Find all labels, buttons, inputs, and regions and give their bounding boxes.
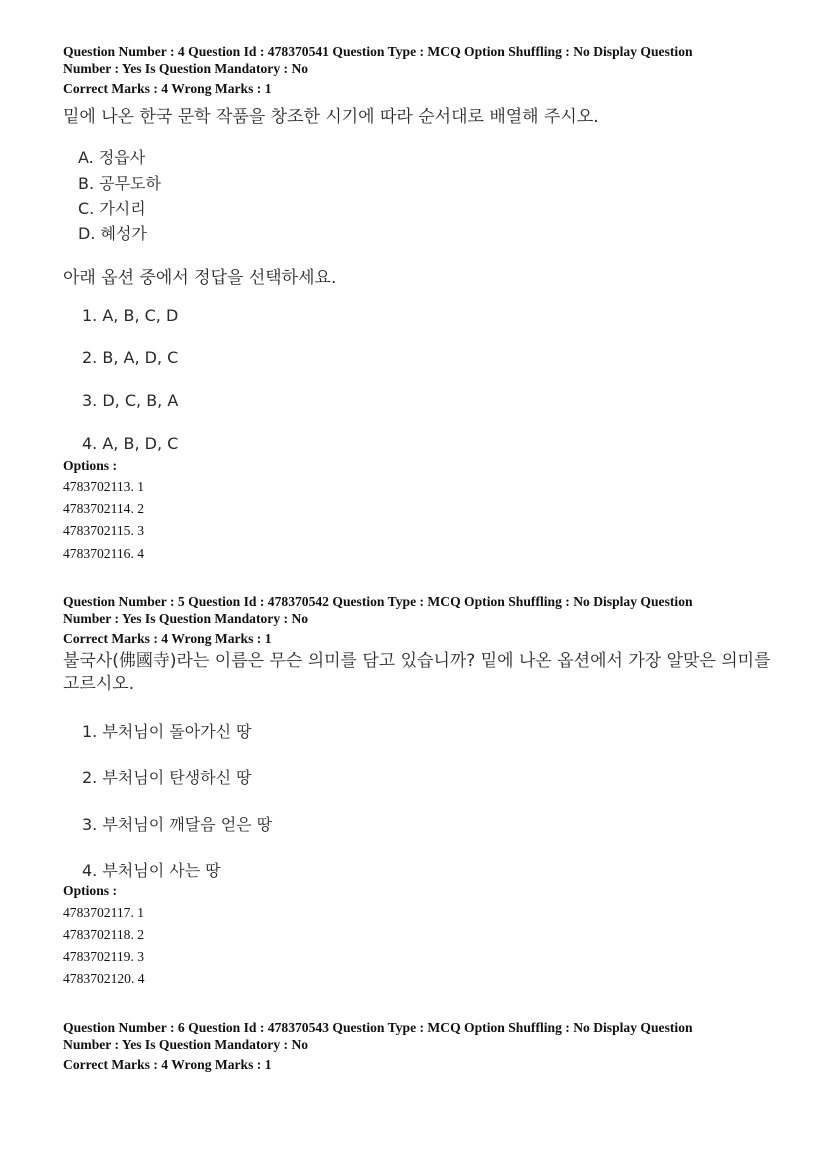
q4-item-b: B. 공무도하 — [78, 174, 161, 193]
q4-choice-2: 2. B, A, D, C — [82, 348, 179, 367]
q4-choice-4: 4. A, B, D, C — [82, 434, 179, 453]
q4-meta-line-3: Correct Marks : 4 Wrong Marks : 1 — [63, 81, 272, 96]
q4-meta-line-2: Number : Yes Is Question Mandatory : No — [63, 61, 309, 76]
q5-choice-1: 1. 부처님이 돌아가신 땅 — [82, 722, 252, 741]
q4-meta-line-1: Question Number : 4 Question Id : 478370541 Question Type : MCQ Option Shuffling : No Display Question — [63, 44, 693, 59]
q4-instruction: 아래 옵션 중에서 정답을 선택하세요. — [63, 268, 337, 288]
q5-choice-2: 2. 부처님이 탄생하신 땅 — [82, 768, 252, 787]
q5-prompt: 불국사(佛國寺)라는 이름은 무슨 의미를 담고 있습니까? 밑에 나온 옵션에서 가장 알맞은 의미를 고르시오. — [63, 651, 771, 694]
q4-prompt: 밑에 나온 한국 문학 작품을 창조한 시기에 따라 순서대로 배열해 주시오. — [63, 107, 599, 127]
q6-meta-line-3: Correct Marks : 4 Wrong Marks : 1 — [63, 1057, 272, 1072]
q5-meta-line-1: Question Number : 5 Question Id : 478370542 Question Type : MCQ Option Shuffling : No Display Question — [63, 594, 693, 609]
q4-item-a: A. 정읍사 — [78, 148, 146, 167]
q4-choice-1: 1. A, B, C, D — [82, 306, 179, 325]
q5-option-2: 4783702118. 2 — [63, 927, 145, 942]
q4-options-label: Options : — [63, 458, 118, 473]
q6-meta-line-1: Question Number : 6 Question Id : 478370543 Question Type : MCQ Option Shuffling : No Display Question — [63, 1020, 693, 1035]
q4-choice-3: 3. D, C, B, A — [82, 391, 179, 410]
q4-option-1: 4783702113. 1 — [63, 479, 145, 494]
q5-options-label: Options : — [63, 883, 118, 898]
q5-meta-line-3: Correct Marks : 4 Wrong Marks : 1 — [63, 631, 272, 646]
q6-meta-line-2: Number : Yes Is Question Mandatory : No — [63, 1037, 309, 1052]
q4-option-4: 4783702116. 4 — [63, 546, 145, 561]
q4-option-2: 4783702114. 2 — [63, 501, 145, 516]
q4-option-3: 4783702115. 3 — [63, 523, 145, 538]
q5-choice-3: 3. 부처님이 깨달음 얻은 땅 — [82, 815, 273, 834]
q5-option-4: 4783702120. 4 — [63, 971, 145, 986]
q4-item-c: C. 가시리 — [78, 199, 146, 218]
q4-item-d: D. 혜성가 — [78, 224, 147, 243]
q5-meta-line-2: Number : Yes Is Question Mandatory : No — [63, 611, 309, 626]
q5-option-3: 4783702119. 3 — [63, 949, 145, 964]
q5-option-1: 4783702117. 1 — [63, 905, 145, 920]
q5-choice-4: 4. 부처님이 사는 땅 — [82, 861, 221, 880]
